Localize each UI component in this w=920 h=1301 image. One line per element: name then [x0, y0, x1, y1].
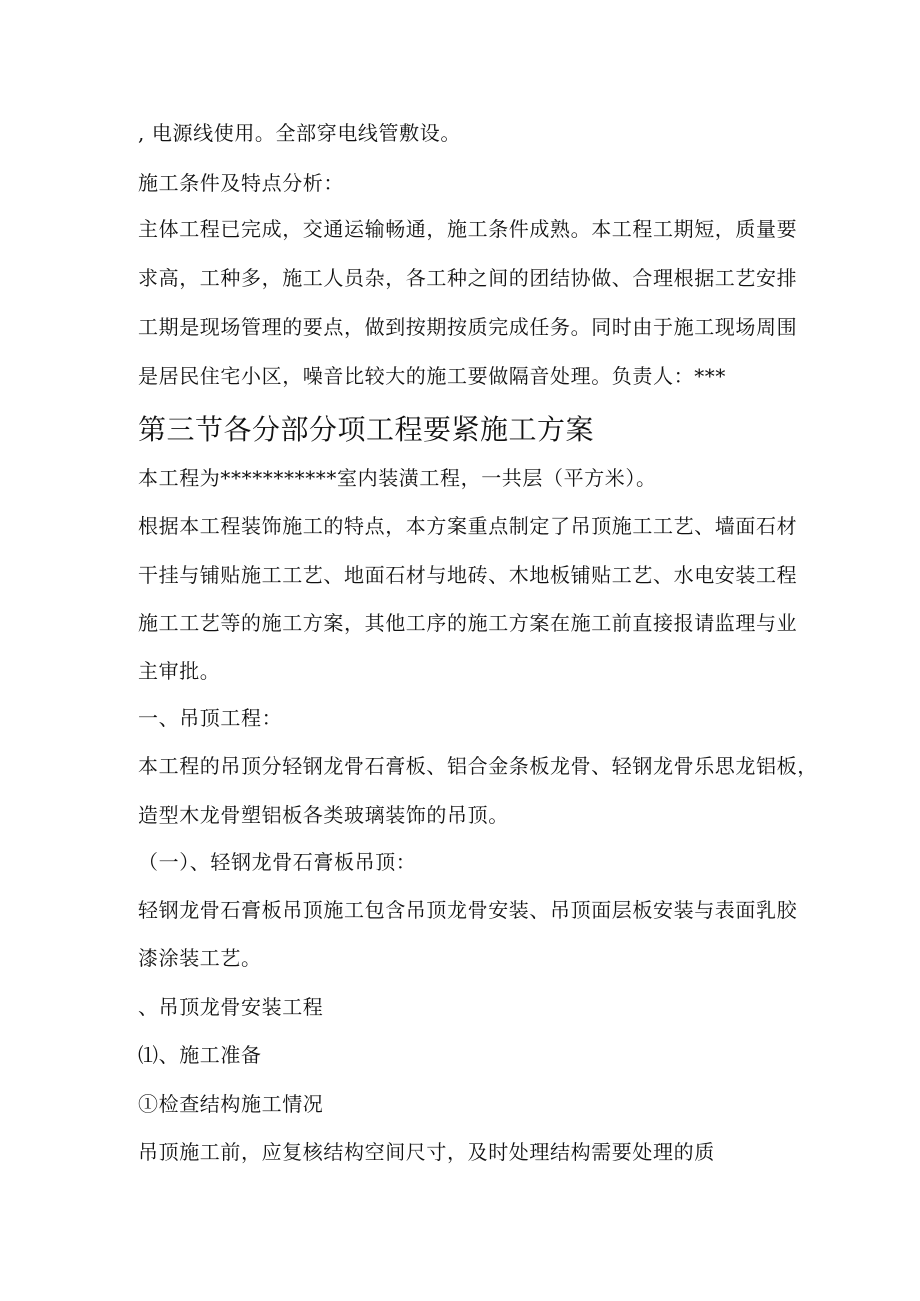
body-line-7: 本工程的吊顶分轻钢龙骨石膏板、铝合金条板龙骨、轻钢龙骨乐思龙铝板，	[138, 754, 818, 778]
body-line-8: 造型木龙骨塑铝板各类玻璃装饰的吊顶。	[138, 803, 509, 827]
body-line-1: 本工程为***********室内装潢工程，一共层（平方米）。	[138, 466, 657, 490]
body-line-15: 吊顶施工前，应复核结构空间尺寸，及时处理结构需要处理的质	[138, 1140, 715, 1164]
body-line-10: 轻钢龙骨石膏板吊顶施工包含吊顶龙骨安装、吊顶面层板安装与表面乳胶	[138, 898, 798, 922]
body-line-5: 主审批。	[138, 659, 221, 683]
body-line-11: 漆涂装工艺。	[138, 946, 262, 970]
body-line-9: （一）、轻钢龙骨石膏板吊顶：	[138, 850, 417, 874]
body-line-14: ①检查结构施工情况	[138, 1092, 324, 1116]
text-line-5: 工期是现场管理的要点，做到按期按质完成任务。同时由于施工现场周围	[138, 315, 798, 339]
text-line-4: 求高，工种多，施工人员杂，各工种之间的团结协做、合理根据工艺安排	[138, 266, 798, 290]
text-line-1: , 电源线使用。全部穿电线管敷设。	[138, 121, 461, 145]
body-line-13: ⑴、施工准备	[138, 1043, 262, 1067]
body-line-6: 一、吊顶工程：	[138, 706, 283, 730]
text-line-6: 是居民住宅小区，噪音比较大的施工要做隔音处理。负责人：***	[138, 364, 726, 388]
body-line-4: 施工工艺等的施工方案，其他工序的施工方案在施工前直接报请监理与业	[138, 611, 798, 635]
text-line-2: 施工条件及特点分析：	[138, 171, 344, 195]
section-heading: 第三节各分部分项工程要紧施工方案	[138, 413, 595, 446]
body-line-12: 、吊顶龙骨安装工程	[138, 995, 324, 1019]
body-line-3: 干挂与铺贴施工工艺、地面石材与地砖、木地板铺贴工艺、水电安装工程	[138, 563, 798, 587]
text-line-3: 主体工程已完成，交通运输畅通，施工条件成熟。本工程工期短，质量要	[138, 217, 798, 241]
body-line-2: 根据本工程装饰施工的特点，本方案重点制定了吊顶施工工艺、墙面石材	[138, 514, 798, 538]
